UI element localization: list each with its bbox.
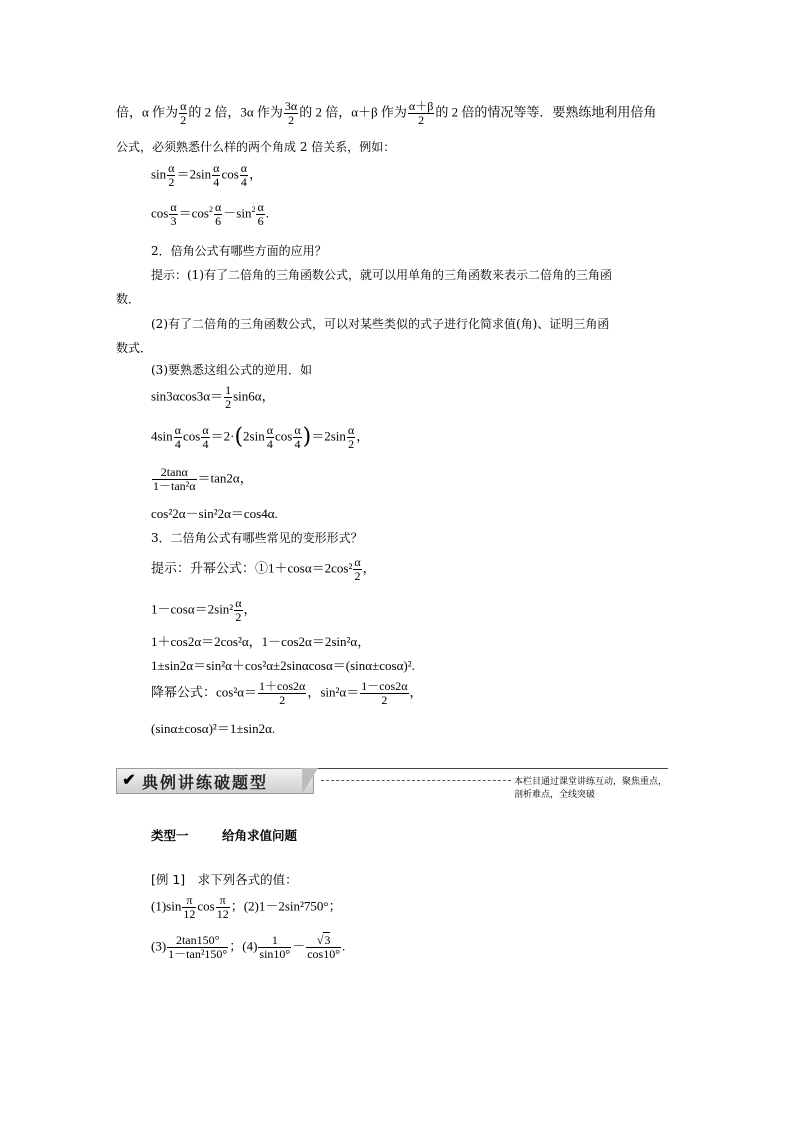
example-line-2: (3) $\frac{2\tan 150^\circ}{\text{1－tan²150°}}$ ；(4) $\frac{1}{\sin 10^\circ}$ － $\frac{√3}{\cos 10^\circ}$ . <box>151 933 346 961</box>
answer-2-line1: (2)有了二倍角的三角函数公式，可以对某些类似的式子进行化简求值(角)、证明三角函 <box>151 317 610 331</box>
equation-10: 1±sin2α＝sin²α＋cos²α±2sinαcosα＝(sinα±cosα)². <box>151 658 415 673</box>
type-title: 给角求值问题 <box>222 828 298 843</box>
type-label: 类型一 <box>151 828 189 843</box>
answer-1-line2: 数． <box>116 292 141 306</box>
question-3: 3．二倍角公式有哪些常见的变形形式？ <box>151 531 363 545</box>
para1-line1: 倍，α 作为 $\frac{\alpha}{2}$ 的 2 倍，3α 作为 $\frac{3\alpha}{2}$ 的 2 倍，α＋β 作为 $\frac{\alpha+\beta}{2}$ 的 2 倍的情况等等．要熟练地利用倍角 <box>116 99 657 127</box>
banner-note: 本栏目通过课堂讲练互动，聚焦重点，剖析难点，全线突破 <box>514 777 668 800</box>
equation-7: 提示：升幂公式：①1＋cosα＝2cos² $\frac{\alpha}{2}$ ， <box>151 555 376 583</box>
equation-3: sin3αcos3α＝ $\frac{1}{2}$ sin6α， <box>151 383 275 411</box>
equation-9: 1＋cos2α＝2cos²α，1－cos2α＝2sin²α， <box>151 634 371 649</box>
equation-1: sin $\frac{\alpha}{2}$ ＝2sin $\frac{\alpha}{4}$ cos $\frac{\alpha}{4}$ ， <box>151 161 263 189</box>
checkmark-icon: ✔ <box>122 770 136 789</box>
question-2: 2．倍角公式有哪些方面的应用？ <box>151 244 327 258</box>
para1-line2: 公式，必须熟悉什么样的两个角成 2 倍关系，例如： <box>116 140 396 154</box>
equation-11: 降幂公式：cos²α＝ $\frac{1+\cos 2\alpha}{2}$ ，sin²α＝ $\frac{1-\cos 2\alpha}{2}$ ， <box>151 679 423 707</box>
example-intro: [例 1] 求下列各式的值： <box>151 872 298 887</box>
answer-3: (3)要熟悉这组公式的逆用．如 <box>151 363 312 377</box>
answer-1-line1: 提示：(1)有了二倍角的三角函数公式，就可以用单角的三角函数来表示二倍角的三角函 <box>151 268 613 282</box>
section-banner <box>116 768 671 800</box>
equation-6: cos²2α－sin²2α＝cos4α. <box>151 506 278 521</box>
banner-title: 典例讲练破题型 <box>142 773 269 792</box>
example-line-1: (1)sin $\frac{\pi}{12}$ cos $\frac{\pi}{12}$ ；(2)1－2sin²750°； <box>151 893 342 921</box>
answer-2-line2: 数式． <box>116 341 153 355</box>
fraction: $\frac{\alpha}{2}$ <box>180 99 187 127</box>
equation-2: cos $\frac{\alpha}{3}$ $=\cos^2$ $\frac{\alpha}{6}$ $-\sin^2$ $\frac{\alpha}{6}$ . <box>151 200 269 228</box>
equation-12: (sinα±cosα)²＝1±sin2α. <box>151 721 276 736</box>
equation-5: $\frac{2\tan\alpha}{\text{1－tan²α}}$ ＝tan2α， <box>153 465 253 493</box>
fraction: $\frac{3\alpha}{2}$ <box>284 99 298 127</box>
equation-4: 4sin $\frac{\alpha}{4}$ cos $\frac{\alpha}{4}$ ＝2·(2sin $\frac{\alpha}{4}$ cos $\frac{\alpha}{4}$ )＝2sin $\frac{\alpha}{2}$ ， <box>151 423 370 451</box>
equation-8: 1－cosα＝2sin² $\frac{\alpha}{2}$ ， <box>151 596 257 624</box>
fraction: $\frac{\alpha+\beta}{2}$ <box>408 99 434 127</box>
